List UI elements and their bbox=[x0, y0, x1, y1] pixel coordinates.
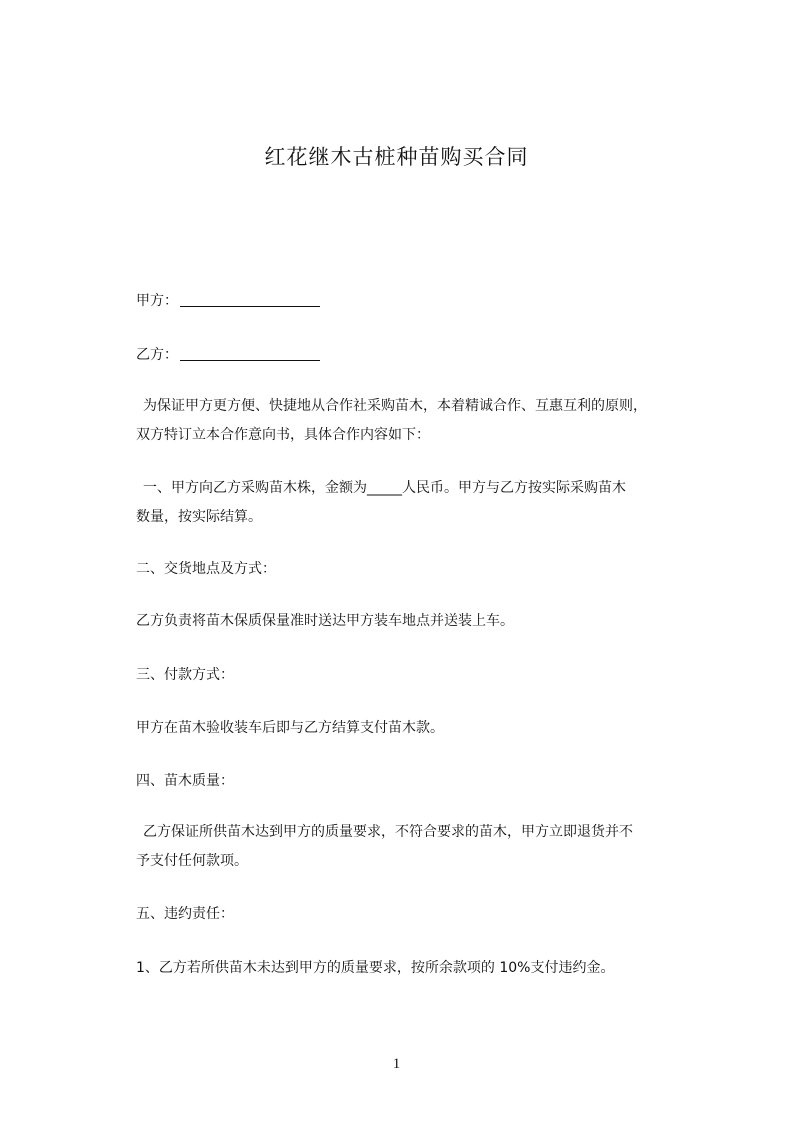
party-a-blank bbox=[180, 292, 320, 307]
section-4-line-1: 乙方保证所供苗木达到甲方的质量要求，不符合要求的苗木，甲方立即退货并不 bbox=[143, 824, 633, 840]
party-a-line bbox=[136, 292, 696, 310]
section-4-heading: 四、苗木质量： bbox=[136, 773, 234, 789]
party-a-label: 甲方： bbox=[136, 293, 178, 309]
section-4-paragraph bbox=[136, 818, 698, 876]
clause-1-line-1: 一、甲方向乙方采购苗木株，金额为_____人民币。甲方与乙方按实际采购苗木 bbox=[143, 480, 626, 496]
intro-paragraph bbox=[136, 392, 698, 450]
section-3-body: 甲方在苗木验收装车后即与乙方结算支付苗木款。 bbox=[136, 720, 444, 736]
section-5-heading: 五、违约责任： bbox=[136, 906, 234, 922]
document-title: 红花继木古桩种苗购买合同 bbox=[264, 145, 529, 169]
section-5-item-1: 1、乙方若所供苗木未达到甲方的质量要求，按所余款项的 10%支付违约金。 bbox=[136, 960, 615, 976]
clause-1-paragraph bbox=[136, 474, 698, 532]
section-4-line-2: 予支付任何款项。 bbox=[136, 853, 248, 869]
party-b-label: 乙方： bbox=[136, 347, 178, 363]
clause-1-line-2: 数量，按实际结算。 bbox=[136, 509, 262, 525]
party-b-line bbox=[136, 346, 696, 364]
section-3-heading: 三、付款方式： bbox=[136, 667, 234, 683]
page-number: 1 bbox=[392, 1056, 401, 1072]
party-b-blank bbox=[180, 346, 320, 361]
section-2-body: 乙方负责将苗木保质保量准时送达甲方装车地点并送装上车。 bbox=[136, 613, 514, 629]
intro-line-2: 双方特订立本合作意向书，具体合作内容如下： bbox=[136, 427, 430, 443]
intro-line-1: 为保证甲方更方便、快捷地从合作社采购苗木，本着精诚合作、互惠互利的原则， bbox=[143, 398, 647, 414]
section-2-heading: 二、交货地点及方式： bbox=[136, 561, 276, 577]
